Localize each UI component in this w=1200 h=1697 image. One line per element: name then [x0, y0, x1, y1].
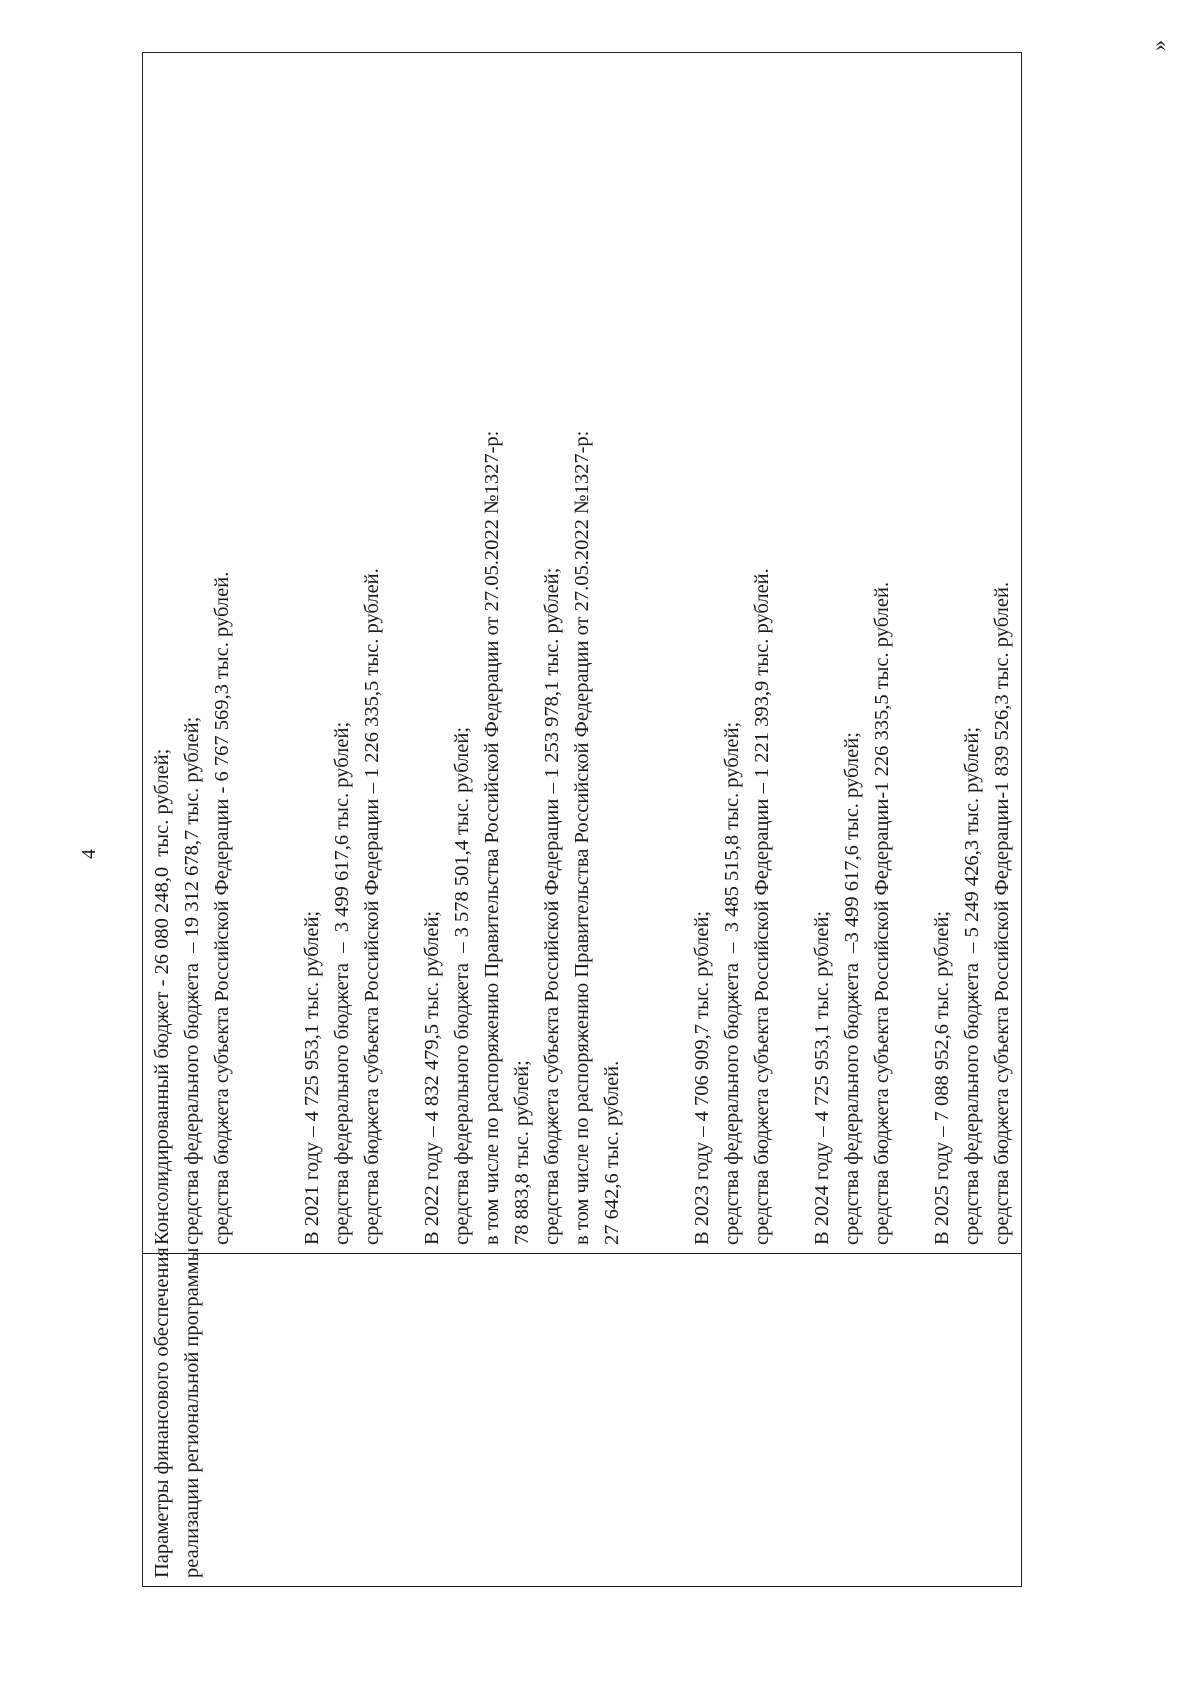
year-2022-line: В 2022 году – 4 832 479,5 тыс. рублей; [421, 910, 443, 1245]
table-row [143, 53, 1022, 1587]
parameter-label-line-1: Параметры финансового обеспечения [151, 1247, 173, 1578]
year-2025-block [927, 61, 1017, 1245]
financing-parameters-table [142, 52, 1022, 1587]
closing-quote-mark: » [1146, 40, 1171, 51]
year-2023-line: В 2023 году – 4 706 909,7 тыс. рублей; [691, 910, 713, 1245]
year-2025-line: В 2025 году – 7 088 952,6 тыс. рублей; [931, 910, 953, 1245]
total-line: средства бюджета субъекта Российской Федерации - 6 767 569,3 тыс. рублей. [211, 571, 233, 1245]
year-2021-line: средства бюджета субъекта Российской Федерации – 1 226 335,5 тыс. рублей. [361, 568, 383, 1245]
year-2021-line: В 2021 году – 4 725 953,1 тыс. рублей; [301, 910, 323, 1245]
year-2024-line: В 2024 году – 4 725 953,1 тыс. рублей; [811, 910, 833, 1245]
total-line: Консолидированный бюджет - 26 080 248,0 тыс. рублей; [151, 748, 173, 1245]
year-2022-line: средства федерального бюджета – 3 578 501,4 тыс. рублей; [451, 726, 473, 1245]
year-2022-block [417, 61, 627, 1245]
parameter-label-cell [143, 1247, 1022, 1587]
parameter-value-cell [143, 53, 1022, 1254]
parameter-label-line-2: реализации региональной программы [181, 1247, 203, 1578]
year-2022-line: в том числе по распоряжению Правительства Российской Федерации от 27.05.2022 №1327-р: [481, 430, 503, 1245]
year-2022-line: 27 642,6 тыс. рублей. [601, 1060, 623, 1245]
year-2025-line: средства федерального бюджета – 5 249 426,3 тыс. рублей; [961, 726, 983, 1245]
year-2025-line: средства бюджета субъекта Российской Федерации-1 839 526,3 тыс. рублей. [991, 581, 1013, 1245]
year-2023-line: средства федерального бюджета – 3 485 515,8 тыс. рублей; [721, 721, 743, 1245]
year-2024-line: средства бюджета субъекта Российской Федерации-1 226 335,5 тыс. рублей. [871, 581, 893, 1245]
year-2022-line: средства бюджета субъекта Российской Федерации – 1 253 978,1 тыс. рублей; [541, 567, 563, 1245]
total-line: средства федерального бюджета – 19 312 678,7 тыс. рублей; [181, 716, 203, 1245]
year-2024-block [807, 61, 897, 1245]
year-2021-block [297, 61, 387, 1245]
year-2022-line: в том числе по распоряжению Правительства Российской Федерации от 27.05.2022 №1327-р: [571, 430, 593, 1245]
year-2023-line: средства бюджета субъекта Российской Федерации – 1 221 393,9 тыс. рублей. [751, 568, 773, 1245]
year-2021-line: средства федерального бюджета – 3 499 617,6 тыс. рублей; [331, 721, 353, 1245]
page-number: 4 [78, 849, 100, 859]
year-2024-line: средства федерального бюджета –3 499 617,6 тыс. рублей; [841, 732, 863, 1245]
year-2022-line: 78 883,8 тыс. рублей; [511, 1060, 533, 1245]
total-block [147, 61, 237, 1245]
year-2023-block [687, 61, 777, 1245]
